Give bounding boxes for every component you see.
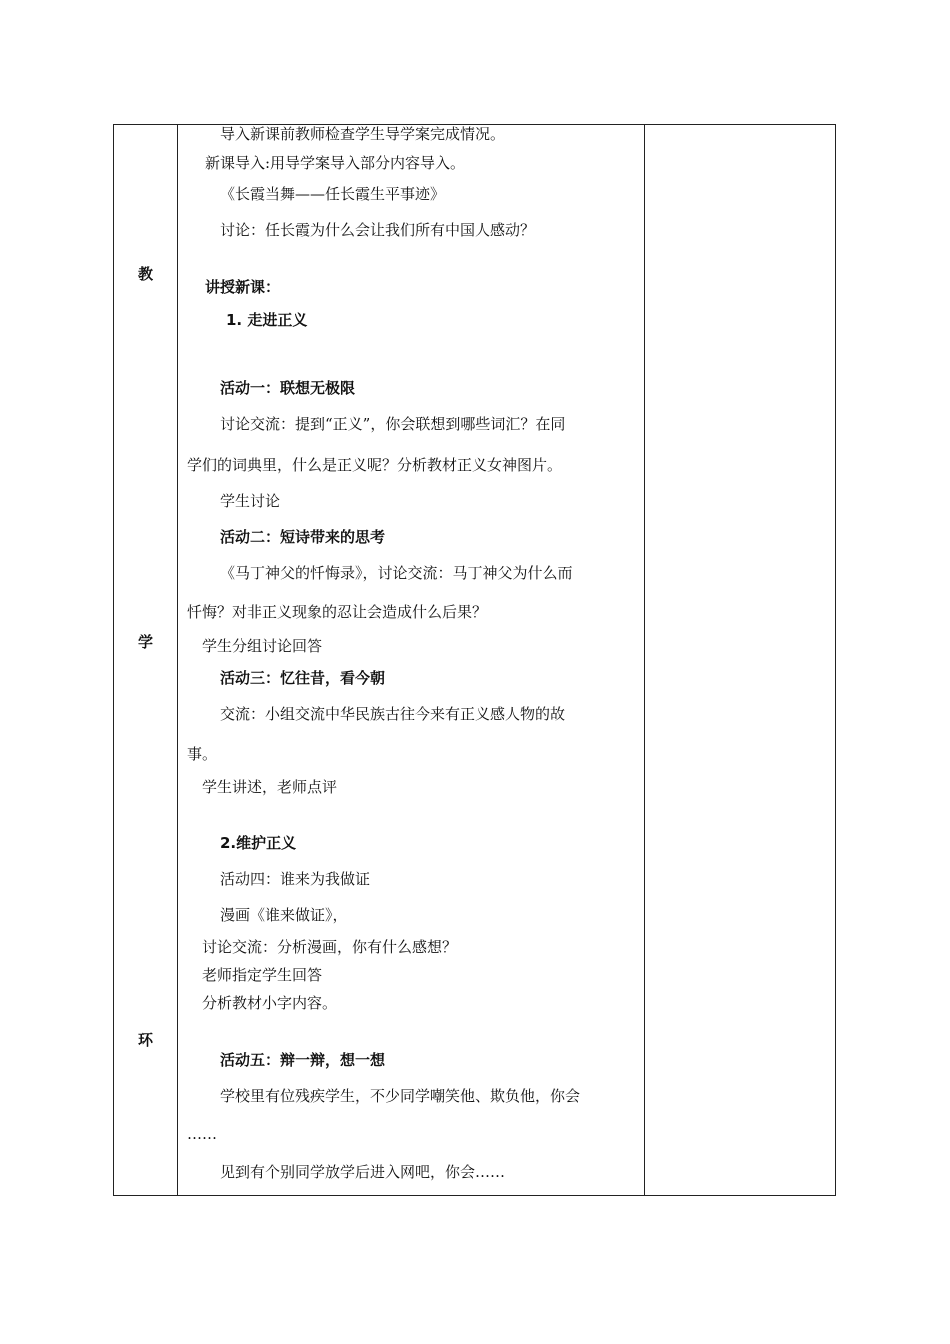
text-line: 《马丁神父的忏悔录》，讨论交流：马丁神父为什么而 (220, 564, 573, 582)
text-line: 讨论：任长霞为什么会让我们所有中国人感动？ (220, 221, 536, 239)
text-line: 事。 (187, 745, 218, 763)
text-line: 学生分组讨论回答 (202, 637, 323, 655)
text-line: 导入新课前教师检查学生导学案完成情况。 (220, 125, 506, 143)
activity-heading: 活动五：辩一辩，想一想 (220, 1051, 386, 1069)
text-line: 新课导入:用导学案导入部分内容导入。 (205, 154, 466, 172)
activity-heading: 活动三：忆往昔，看今朝 (220, 669, 386, 687)
text-line: 讨论交流：提到“正义”，你会联想到哪些词汇？在同 (220, 415, 566, 433)
text-line: 交流：小组交流中华民族古往今来有正义感人物的故 (220, 705, 566, 723)
activity-heading: 活动二：短诗带来的思考 (220, 528, 386, 546)
column-divider-right (644, 125, 645, 1195)
text-line: 讨论交流：分析漫画，你有什么感想？ (202, 938, 458, 956)
text-line: 活动四：谁来为我做证 (220, 870, 371, 888)
text-line: 见到有个别同学放学后进入网吧，你会…… (220, 1163, 506, 1181)
column-divider-left (177, 125, 178, 1195)
text-line: 《长霞当舞——任长霞生平事迹》 (220, 185, 446, 203)
text-line: 学校里有位残疾学生，不少同学嘲笑他、欺负他，你会 (220, 1087, 581, 1105)
side-label-jiao: 教 (137, 265, 153, 283)
section-heading: 讲授新课： (205, 278, 281, 296)
text-line: 学们的词典里，什么是正义呢？分析教材正义女神图片。 (187, 456, 563, 474)
side-label-xue: 学 (137, 633, 153, 651)
section-heading: 1. 走进正义 (226, 311, 308, 329)
text-line: 漫画《谁来做证》， (220, 906, 348, 924)
text-line: …… (187, 1125, 217, 1143)
text-line: 老师指定学生回答 (202, 966, 323, 984)
text-line: 分析教材小字内容。 (202, 994, 338, 1012)
text-line: 学生讨论 (220, 492, 281, 510)
text-line: 忏悔？对非正义现象的忍让会造成什么后果？ (187, 603, 488, 621)
section-heading: 2.维护正义 (220, 834, 297, 852)
lesson-table (113, 124, 836, 1196)
side-label-huan: 环 (137, 1031, 153, 1049)
activity-heading: 活动一：联想无极限 (220, 379, 356, 397)
text-line: 学生讲述，老师点评 (202, 778, 338, 796)
